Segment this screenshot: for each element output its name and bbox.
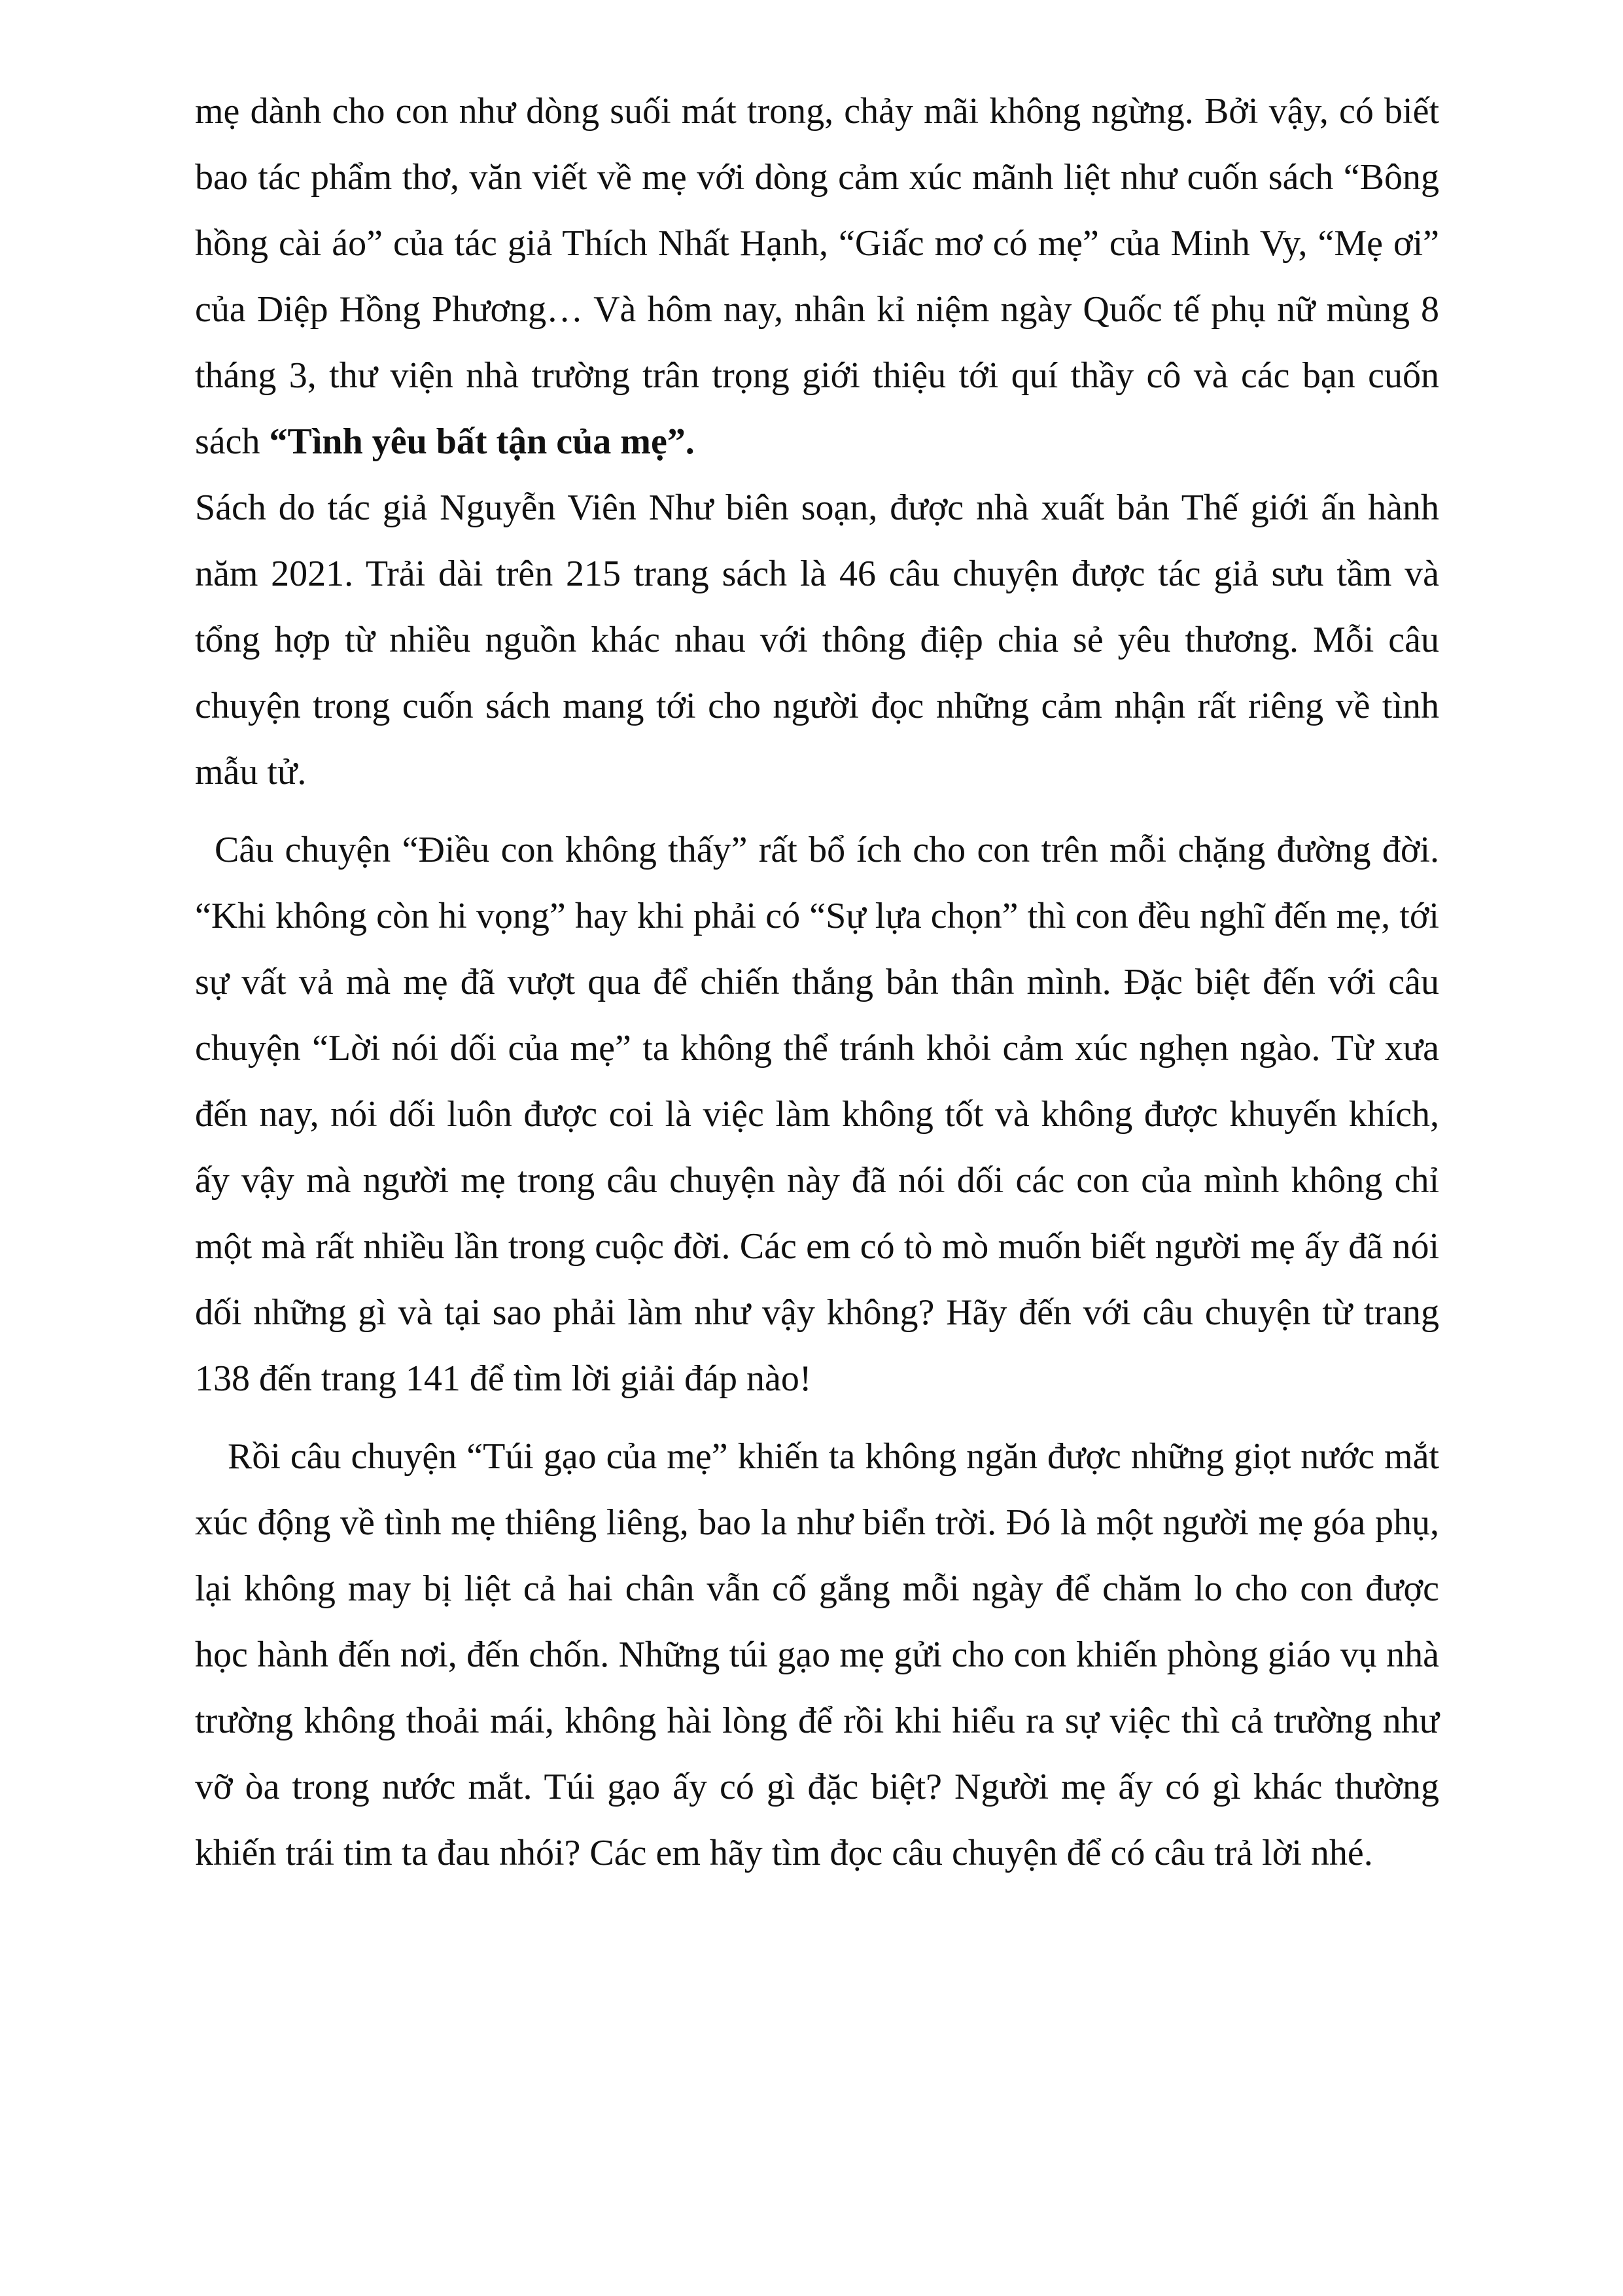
- paragraph-intro: [195, 79, 1439, 475]
- paragraph-rice-bag-story: Rồi câu chuyện “Túi gạo của mẹ” khiến ta không ngăn được những giọt nước mắt xúc động về tình mẹ thiêng liêng, bao la như biển trời. Đó là một người mẹ góa phụ, lại không may bị liệt cả hai chân vẫn cố gắng mỗi ngày để chăm lo cho con được học hành đến nơi, đến chốn. Những túi gạo mẹ gửi cho con khiến phòng giáo vụ nhà trường không thoải mái, không hài lòng để rồi khi hiểu ra sự việc thì cả trường như vỡ òa trong nước mắt. Túi gạo ấy có gì đặc biệt? Người mẹ ấy có gì khác thường khiến trái tim ta đau nhói? Các em hãy tìm đọc câu chuyện để có câu trả lời nhé.: [195, 1436, 1439, 1873]
- paragraph-intro-text: mẹ dành cho con như dòng suối mát trong, chảy mãi không ngừng. Bởi vậy, có biết bao tác phẩm thơ, văn viết về mẹ với dòng cảm xúc mãnh liệt như cuốn sách “Bông hồng cài áo” của tác giả Thích Nhất Hạnh, “Giấc mơ có mẹ” của Minh Vy, “Mẹ ơi” của Diệp Hồng Phương… Và hôm nay, nhân kỉ niệm ngày Quốc tế phụ nữ mùng 8 tháng 3, thư viện nhà trường trân trọng giới thiệu tới quí thầy cô và các bạn cuốn sách: [195, 91, 1439, 462]
- book-title: “Tình yêu bất tận của mẹ”.: [269, 421, 695, 462]
- document-body: [195, 79, 1439, 1886]
- paragraph-stories: Câu chuyện “Điều con không thấy” rất bổ ích cho con trên mỗi chặng đường đời. “Khi không còn hi vọng” hay khi phải có “Sự lựa chọn” thì con đều nghĩ đến mẹ, tới sự vất vả mà mẹ đã vượt qua để chiến thắng bản thân mình. Đặc biệt đến với câu chuyện “Lời nói dối của mẹ” ta không thể tránh khỏi cảm xúc nghẹn ngào. Từ xưa đến nay, nói dối luôn được coi là việc làm không tốt và không được khuyến khích, ấy vậy mà người mẹ trong câu chuyện này đã nói dối các con của mình không chỉ một mà rất nhiều lần trong cuộc đời. Các em có tò mò muốn biết người mẹ ấy đã nói dối những gì và tại sao phải làm như vậy không? Hãy đến với câu chuyện từ trang 138 đến trang 141 để tìm lời giải đáp nào!: [195, 830, 1439, 1399]
- paragraph-book-info: Sách do tác giả Nguyễn Viên Như biên soạn, được nhà xuất bản Thế giới ấn hành năm 2021. Trải dài trên 215 trang sách là 46 câu chuyện được tác giả sưu tầm và tổng hợp từ nhiều nguồn khác nhau với thông điệp chia sẻ yêu thương. Mỗi câu chuyện trong cuốn sách mang tới cho người đọc những cảm nhận rất riêng về tình mẫu tử.: [195, 487, 1439, 792]
